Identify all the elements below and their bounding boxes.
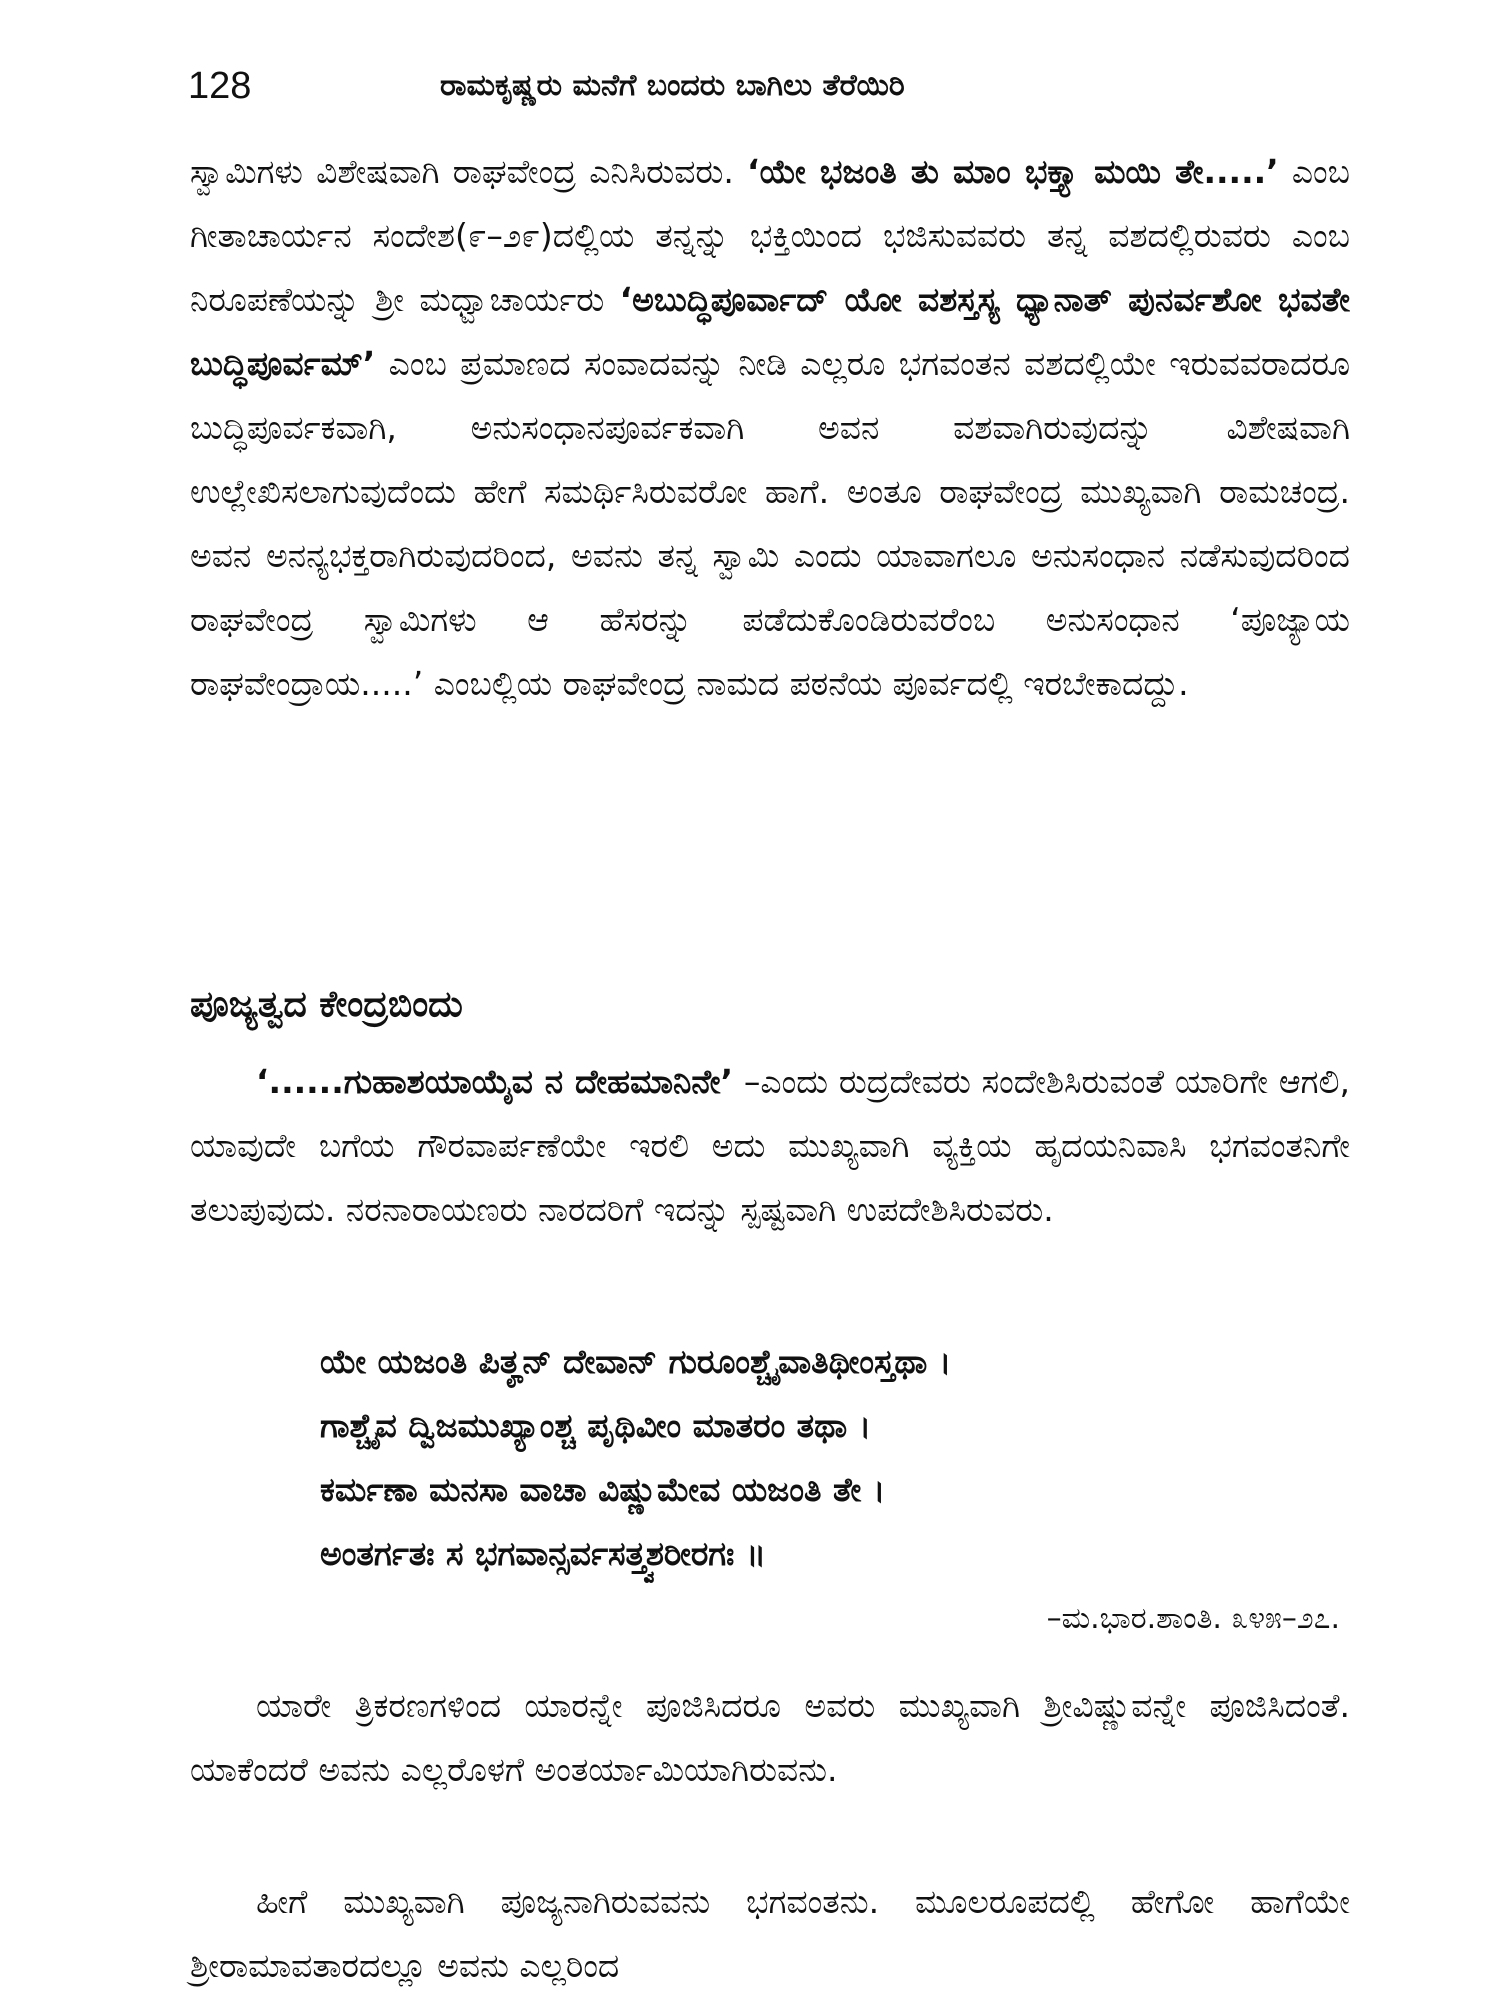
paragraph-1-text-a: ಸ್ವಾಮಿಗಳು ವಿಶೇಷವಾಗಿ ರಾಘವೇಂದ್ರ ಎನಿಸಿರುವರು. [190,152,748,191]
rudra-quote: ‘......ಗುಹಾಶಯಾಯೈವ ನ ದೇಹಮಾನಿನೇ’ [256,1062,734,1101]
sanskrit-verse [320,1330,1320,1586]
verse-line: ಕರ್ಮಣಾ ಮನಸಾ ವಾಚಾ ವಿಷ್ಣುಮೇವ ಯಜಂತಿ ತೇ । [320,1470,886,1509]
page-number: 128 [188,65,252,107]
verse-line: ಯೇ ಯಜಂತಿ ಪಿತೄನ್ ದೇವಾನ್ ಗುರೂಂಶ್ಚೈವಾತಿಥೀಂಸ್ತಥಾ । [320,1342,952,1381]
paragraph-3: ಯಾರೇ ತ್ರಿಕರಣಗಳಿಂದ ಯಾರನ್ನೇ ಪೂಜಿಸಿದರೂ ಅವರು ಮುಖ್ಯವಾಗಿ ಶ್ರೀವಿಷ್ಣುವನ್ನೇ ಪೂಜಿಸಿದಂತೆ. ಯಾಕೆಂದರೆ ಅವನು ಎಲ್ಲರೊಳಗೆ ಅಂತರ್ಯಾಮಿಯಾಗಿರುವನು. [190,1686,1350,1789]
paragraph-4: ಹೀಗೆ ಮುಖ್ಯವಾಗಿ ಪೂಜ್ಯನಾಗಿರುವವನು ಭಗವಂತನು. ಮೂಲರೂಪದಲ್ಲಿ ಹೇಗೋ ಹಾಗೆಯೇ ಶ್ರೀರಾಮಾವತಾರದಲ್ಲೂ ಅವನು ಎಲ್ಲರಿಂದ [190,1882,1350,1985]
madhva-quote: ‘ಅಬುದ್ಧಿಪೂರ್ವಾದ್ ಯೋ ವಶಸ್ತಸ್ಯ ಧ್ಯಾನಾತ್ ಪುನರ್ವಶೋ ಭವತೇ ಬುದ್ಧಿಪೂರ್ವಮ್’ [190,280,1350,383]
paragraph-2-text: –ಎಂದು ರುದ್ರದೇವರು ಸಂದೇಶಿಸಿರುವಂತೆ ಯಾರಿಗೇ ಆಗಲಿ, ಯಾವುದೇ ಬಗೆಯ ಗೌರವಾರ್ಪಣೆಯೇ ಇರಲಿ ಅದು ಮುಖ್ಯವಾಗಿ ವ್ಯಕ್ತಿಯ ಹೃದಯನಿವಾಸಿ ಭಗವಂತನಿಗೇ ತಲುಪುವುದು. ನರನಾರಾಯಣರು ನಾರದರಿಗೆ ಇದನ್ನು ಸ್ಪಷ್ಟವಾಗಿ ಉಪದೇಶಿಸಿರುವರು. [190,1062,1351,1229]
paragraph-1-text-c: ಎಂಬ ಪ್ರಮಾಣದ ಸಂವಾದವನ್ನು ನೀಡಿ ಎಲ್ಲರೂ ಭಗವಂತನ ವಶದಲ್ಲಿಯೇ ಇರುವವರಾದರೂ ಬುದ್ಧಿಪೂರ್ವಕವಾಗಿ, ಅನುಸಂಧಾನಪೂರ್ವಕವಾಗಿ ಅವನ ವಶವಾಗಿರುವುದನ್ನು ವಿಶೇಷವಾಗಿ ಉಲ್ಲೇಖಿಸಲಾಗುವುದೆಂದು ಹೇಗೆ ಸಮರ್ಥಿಸಿರುವರೋ ಹಾಗೆ. ಅಂತೂ ರಾಘವೇಂದ್ರ ಮುಖ್ಯವಾಗಿ ರಾಮಚಂದ್ರ. ಅವನ ಅನನ್ಯಭಕ್ತರಾಗಿರುವುದರಿಂದ, ಅವನು ತನ್ನ ಸ್ವಾಮಿ ಎಂದು ಯಾವಾಗಲೂ ಅನುಸಂಧಾನ ನಡೆಸುವುದರಿಂದ ರಾಘವೇಂದ್ರ ಸ್ವಾಮಿಗಳು ಆ ಹೆಸರನ್ನು ಪಡೆದುಕೊಂಡಿರುವರೆಂಬ ಅನುಸಂಧಾನ ‘ಪೂಜ್ಯಾಯ ರಾಘವೇಂದ್ರಾಯ.....’ ಎಂಬಲ್ಲಿಯ ರಾಘವೇಂದ್ರ ನಾಮದ ಪಠನೆಯ ಪೂರ್ವದಲ್ಲಿ ಇರಬೇಕಾದದ್ದು. [190,344,1350,703]
section-heading: ಪೂಜ್ಯತ್ವದ ಕೇಂದ್ರಬಿಂದು [190,984,463,1025]
running-title: ರಾಮಕೃಷ್ಣರು ಮನೆಗೆ ಬಂದರು ಬಾಗಿಲು ತೆರೆಯಿರಿ [440,68,905,103]
gita-quote: ‘ಯೇ ಭಜಂತಿ ತು ಮಾಂ ಭಕ್ತ್ಯಾ ಮಯಿ ತೇ.....’ [747,152,1279,191]
paragraph-2 [190,1050,1350,1242]
paragraph-1-text-b: ಎಂಬ ಗೀತಾಚಾರ್ಯನ ಸಂದೇಶ(೯–೨೯)ದಲ್ಲಿಯ ತನ್ನನ್ನು ಭಕ್ತಿಯಿಂದ ಭಜಿಸುವವರು ತನ್ನ ವಶದಲ್ಲಿರುವರು ಎಂಬ ನಿರೂಪಣೆಯನ್ನು ಶ್ರೀ ಮಧ್ವಾಚಾರ್ಯರು [190,152,1351,319]
paragraph-1 [190,140,1350,716]
verse-line: ಗಾಶ್ಚೈವ ದ್ವಿಜಮುಖ್ಯಾಂಶ್ಚ ಪೃಥಿವೀಂ ಮಾತರಂ ತಥಾ । [320,1406,872,1445]
verse-citation: –ಮ.ಭಾರ.ಶಾಂತಿ. ೩೪೫–೨೭. [1046,1601,1340,1636]
verse-line: ಅಂತರ್ಗತಃ ಸ ಭಗವಾನ್ಸರ್ವಸತ್ತ್ವಶರೀರಗಃ ॥ [320,1534,766,1573]
page-header [180,58,1340,114]
